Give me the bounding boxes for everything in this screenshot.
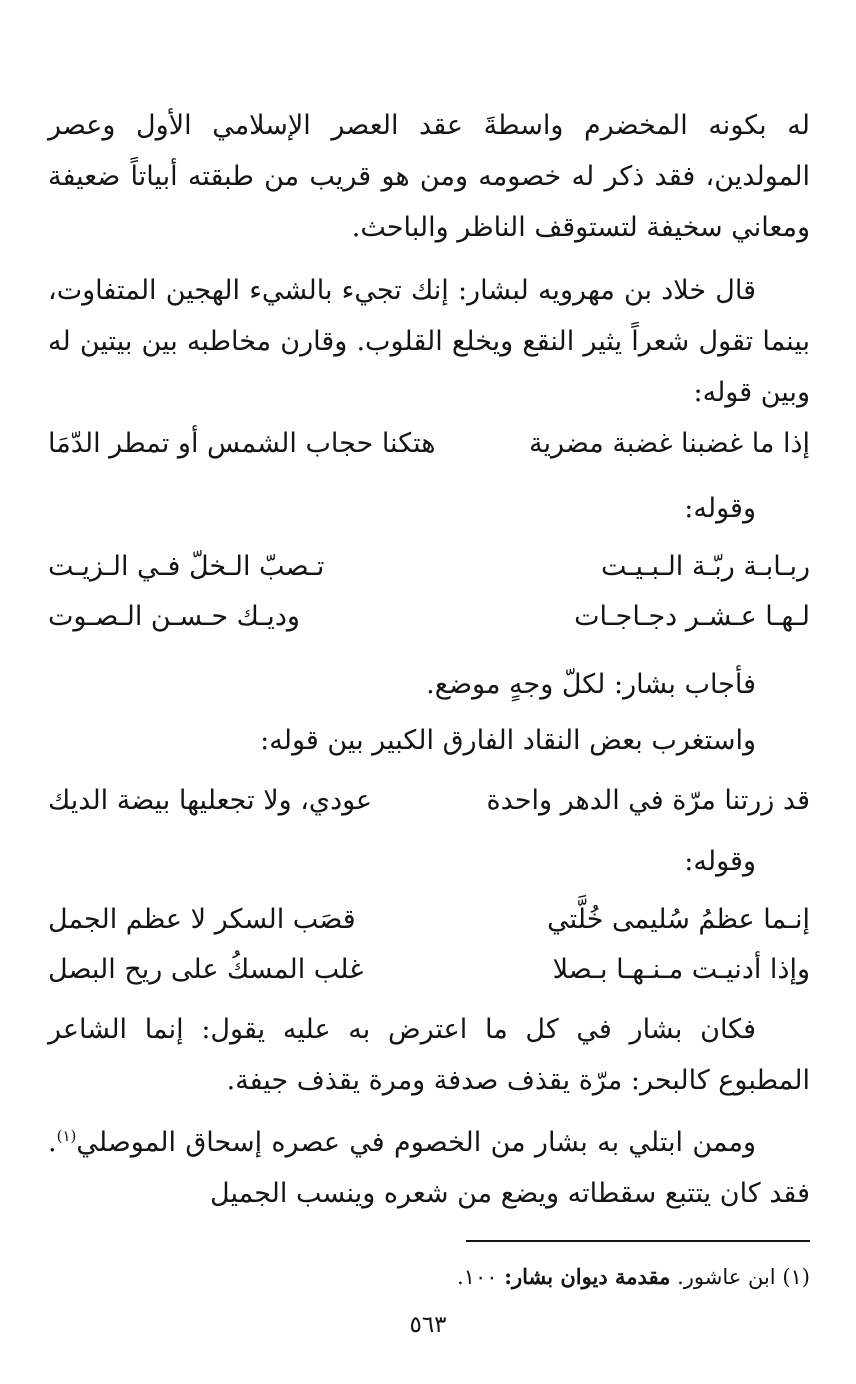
verse-2-first-hemistich: ربـابـة ربّـة الـبـيـت	[601, 551, 810, 582]
paragraph-3: فأجاب بشار: لكلّ وجهٍ موضع.	[426, 669, 756, 700]
verse-6-second-hemistich: غلب المسكُ على ريح البصل	[48, 954, 364, 985]
verse-3-second-hemistich: وديـك حـسـن الـصـوت	[48, 601, 300, 632]
verse-4-second-hemistich: عودي، ولا تجعليها بيضة الديك	[48, 785, 373, 816]
paragraph-6-text-b: . فقد كان يتتبع سقطاته ويضع من شعره وينسب الجميل	[48, 1127, 810, 1209]
intro-line-2: وقوله:	[684, 846, 756, 877]
paragraph-6-text-a: وممن ابتلي به بشار من الخصوم في عصره إسحاق الموصلي	[76, 1127, 756, 1158]
verse-2-second-hemistich: تـصبّ الـخلّ فـي الـزيـت	[48, 551, 325, 582]
verse-6	[48, 944, 810, 995]
verse-1-first-hemistich: إذا ما غضبنا غضبة مضرية	[528, 428, 810, 459]
footnote	[457, 1259, 810, 1295]
verse-5-first-hemistich: إنـما عظمُ سُليمى خُلَّتي	[547, 904, 810, 935]
verse-5-second-hemistich: قصَب السكر لا عظم الجمل	[48, 904, 356, 935]
verse-1	[48, 418, 810, 469]
verse-5	[48, 894, 810, 945]
paragraph-1: له بكونه المخضرم واسطةَ عقد العصر الإسلامي الأول وعصر المولدين، فقد ذكر له خصومه ومن هو قريب من طبقته أبياتاً ضعيفة ومعاني سخيفة لتستوقف الناظر والباحث.	[48, 110, 810, 243]
verse-4-first-hemistich: قد زرتنا مرّة في الدهر واحدة	[486, 785, 810, 816]
verse-6-first-hemistich: وإذا أدنيـت مـنـهـا بـصلا	[552, 954, 810, 985]
verse-1-second-hemistich: هتكنا حجاب الشمس أو تمطر الدّمَا	[48, 428, 436, 459]
footnote-author: ابن عاشور.	[677, 1265, 776, 1289]
verse-4	[48, 775, 810, 826]
paragraph-4: واستغرب بعض النقاد الفارق الكبير بين قوله:	[260, 725, 756, 756]
paragraph-6	[48, 1117, 810, 1219]
verse-3	[48, 591, 810, 642]
paragraph-5: فكان بشار في كل ما اعترض به عليه يقول: إنما الشاعر المطبوع كالبحر: مرّة يقذف صدفة ومرة يقذف جيفة.	[48, 1014, 810, 1096]
footnote-number: (١)	[782, 1265, 810, 1289]
footnote-page-ref: ١٠٠.	[456, 1265, 498, 1289]
verse-3-first-hemistich: لـهـا عـشـر دجـاجـات	[574, 601, 810, 632]
footnote-title: مقدمة ديوان بشار:	[504, 1264, 671, 1289]
footnote-separator	[466, 1240, 810, 1242]
verse-2	[48, 541, 810, 592]
paragraph-2: قال خلاد بن مهرويه لبشار: إنك تجيء بالشيء الهجين المتفاوت، بينما تقول شعراً يثير النقع ويخلع القلوب. وقارن مخاطبه بين بيتين له وبين قوله:	[48, 275, 810, 408]
intro-line-1: وقوله:	[684, 493, 756, 524]
page-number: ٥٦٣	[409, 1312, 447, 1338]
footnote-reference-mark: (١)	[56, 1127, 77, 1145]
